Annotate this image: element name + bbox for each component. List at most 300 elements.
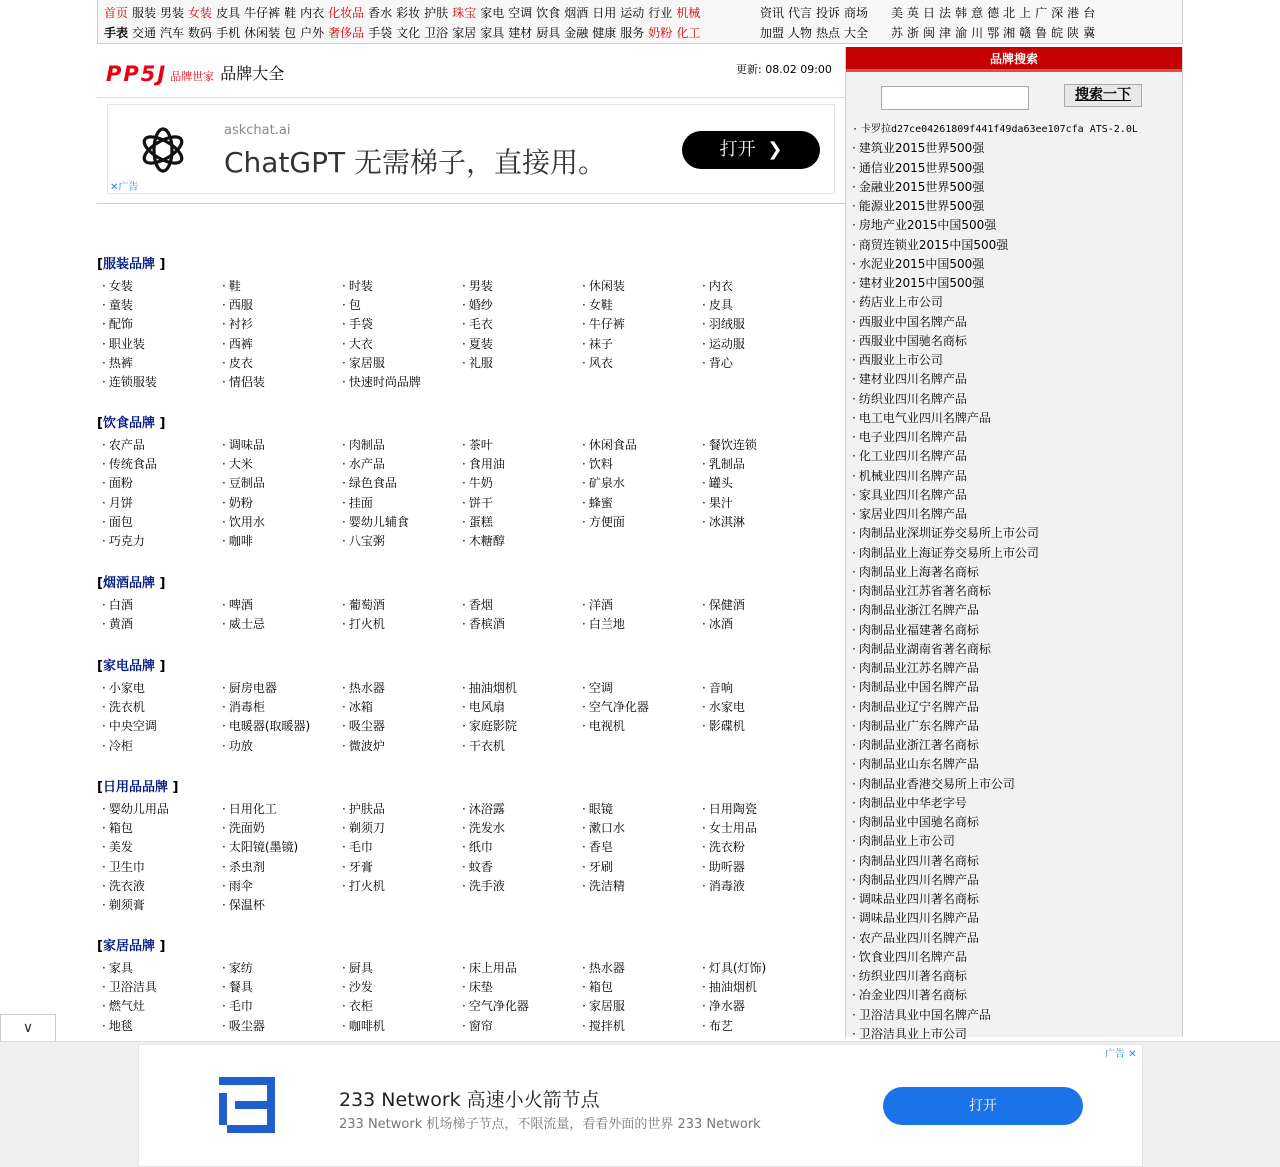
category-item-link[interactable]: · 冰箱	[340, 698, 460, 717]
nav-link[interactable]	[506, 26, 534, 40]
nav-link[interactable]	[842, 26, 870, 40]
category-item-link[interactable]: · 牙膏	[340, 858, 460, 877]
category-item-link[interactable]: · 面包	[100, 513, 220, 532]
nav-link[interactable]	[450, 26, 478, 40]
nav-link[interactable]	[326, 26, 366, 40]
nav-link[interactable]	[842, 6, 870, 20]
category-item-link[interactable]: · 布艺	[700, 1017, 820, 1036]
sidebar-link[interactable]: · 肉制品业上市公司	[852, 832, 1178, 851]
nav-link[interactable]	[758, 6, 786, 20]
nav-link[interactable]	[1001, 26, 1017, 40]
category-item-link[interactable]: · 肉制品	[340, 436, 460, 455]
top-ad-open-button[interactable]	[682, 131, 820, 169]
nav-link[interactable]	[646, 6, 674, 20]
category-item-link[interactable]: · 吸尘器	[340, 717, 460, 736]
nav-link[interactable]	[1001, 6, 1017, 20]
sidebar-link[interactable]: · 纺织业四川名牌产品	[852, 390, 1178, 409]
category-item-link[interactable]: · 微波炉	[340, 737, 460, 756]
category-item-link[interactable]: · 床垫	[460, 978, 580, 997]
category-item-link[interactable]: · 婴幼儿用品	[100, 800, 220, 819]
nav-link[interactable]	[158, 6, 186, 20]
sidebar-link[interactable]: · 卫浴洁具业上市公司	[852, 1025, 1178, 1044]
nav-link-label: 化工	[676, 26, 701, 40]
nav-link[interactable]	[786, 26, 814, 40]
category-item-link[interactable]: · 饮料	[580, 455, 700, 474]
category-item-link[interactable]: · 冰淇淋	[700, 513, 820, 532]
nav-link[interactable]	[130, 26, 158, 40]
category-item-link[interactable]: · 打火机	[340, 877, 460, 896]
nav-link[interactable]	[646, 26, 674, 40]
nav-link[interactable]	[618, 26, 646, 40]
nav-link[interactable]	[889, 6, 905, 20]
category-item-link[interactable]: · 乳制品	[700, 455, 820, 474]
category-title[interactable]: [饮食品牌 ]	[97, 416, 166, 431]
nav-link[interactable]	[758, 26, 786, 40]
nav-link[interactable]	[102, 6, 130, 20]
category-item-link[interactable]: · 电风扇	[460, 698, 580, 717]
nav-link[interactable]	[394, 6, 422, 20]
category-item-link[interactable]: · 洗洁精	[580, 877, 700, 896]
sidebar-link[interactable]: · 能源业2015世界500强	[852, 197, 1178, 216]
sidebar-link[interactable]: · 商贸连锁业2015中国500强	[852, 236, 1178, 255]
nav-link[interactable]	[562, 26, 590, 40]
category-item-link[interactable]: · 婚纱	[460, 296, 580, 315]
category-item-link[interactable]: · 夏装	[460, 335, 580, 354]
category-item-link[interactable]: · 剃须刀	[340, 819, 460, 838]
nav-link[interactable]	[1065, 26, 1081, 40]
category-item-link[interactable]: · 影碟机	[700, 717, 820, 736]
category-item-link[interactable]: · 方便面	[580, 513, 700, 532]
sidebar-link[interactable]: · 金融业2015世界500强	[852, 178, 1178, 197]
nav-link[interactable]	[214, 26, 242, 40]
sidebar-link[interactable]: · 通信业2015世界500强	[852, 159, 1178, 178]
category-item-link[interactable]: · 内衣	[700, 277, 820, 296]
sidebar-link[interactable]: · 调味品业四川著名商标	[852, 890, 1178, 909]
nav-link[interactable]	[450, 6, 478, 20]
category-item-link[interactable]: · 西服	[220, 296, 340, 315]
nav-link[interactable]	[366, 26, 394, 40]
nav-link[interactable]	[1081, 6, 1097, 20]
nav-link[interactable]	[534, 6, 562, 20]
nav-link[interactable]	[1033, 6, 1049, 20]
nav-link[interactable]	[298, 26, 326, 40]
category-item-link[interactable]: · 八宝粥	[340, 532, 460, 551]
category-item-link[interactable]: · 背心	[700, 354, 820, 373]
category-item-link[interactable]: · 衬衫	[220, 315, 340, 334]
sidebar-link[interactable]: · 肉制品业湖南省著名商标	[852, 640, 1178, 659]
sidebar-link[interactable]: · 家居业四川名牌产品	[852, 505, 1178, 524]
category-item-link[interactable]: · 保健酒	[700, 596, 820, 615]
category-item-link[interactable]: · 风衣	[580, 354, 700, 373]
category-item-link[interactable]: · 电视机	[580, 717, 700, 736]
category-item-link[interactable]: · 厨具	[340, 959, 460, 978]
nav-link[interactable]	[506, 6, 534, 20]
category-item-link[interactable]: · 连锁服装	[100, 373, 220, 392]
category-item-link[interactable]: · 手袋	[340, 315, 460, 334]
category-item-link[interactable]: · 童装	[100, 296, 220, 315]
category-item-link[interactable]: · 家居服	[580, 997, 700, 1016]
nav-link[interactable]	[298, 6, 326, 20]
nav-link[interactable]	[366, 6, 394, 20]
category-item-link[interactable]: · 白酒	[100, 596, 220, 615]
nav-link[interactable]	[1017, 6, 1033, 20]
category-item-link[interactable]: · 空气净化器	[460, 997, 580, 1016]
nav-link[interactable]	[969, 6, 985, 20]
nav-link[interactable]	[674, 26, 702, 40]
category-item-link[interactable]: · 日用化工	[220, 800, 340, 819]
category-item-link[interactable]: · 果汁	[700, 494, 820, 513]
category-item-link[interactable]: · 礼服	[460, 354, 580, 373]
category-item-link[interactable]: · 漱口水	[580, 819, 700, 838]
category-item-link[interactable]: · 袜子	[580, 335, 700, 354]
nav-link[interactable]	[1017, 26, 1033, 40]
category-item-link[interactable]: · 西裤	[220, 335, 340, 354]
category-item-link[interactable]: · 黄酒	[100, 615, 220, 634]
sidebar-link[interactable]: · 机械业四川名牌产品	[852, 467, 1178, 486]
nav-link[interactable]	[1033, 26, 1049, 40]
nav-link[interactable]	[590, 26, 618, 40]
category-item-link[interactable]: · 眼镜	[580, 800, 700, 819]
sidebar-link[interactable]: · 肉制品业四川名牌产品	[852, 871, 1178, 890]
category-title[interactable]: [家居品牌 ]	[97, 939, 166, 954]
category-item-link[interactable]: · 女装	[100, 277, 220, 296]
category-item-link[interactable]: · 干衣机	[460, 737, 580, 756]
category-item-link[interactable]: · 洗衣粉	[700, 838, 820, 857]
sidebar-link[interactable]: · 药店业上市公司	[852, 293, 1178, 312]
category-item-link[interactable]: · 婴幼儿辅食	[340, 513, 460, 532]
category-item-link[interactable]: · 配饰	[100, 315, 220, 334]
category-item-link[interactable]: · 床上用品	[460, 959, 580, 978]
category-item-link[interactable]: · 洗衣机	[100, 698, 220, 717]
category-item-link[interactable]: · 牛仔裤	[580, 315, 700, 334]
category-item-link[interactable]: · 时装	[340, 277, 460, 296]
category-item-link[interactable]: · 包	[340, 296, 460, 315]
nav-link[interactable]	[1065, 6, 1081, 20]
category-item-link[interactable]: · 冷柜	[100, 737, 220, 756]
nav-link[interactable]	[674, 6, 702, 20]
category-item-link[interactable]: · 啤酒	[220, 596, 340, 615]
nav-link[interactable]	[478, 26, 506, 40]
category-item-link[interactable]: · 牛奶	[460, 474, 580, 493]
nav-link[interactable]	[214, 6, 242, 20]
category-title[interactable]: [日用品品牌 ]	[97, 780, 179, 795]
category-item-link[interactable]: · 搅拌机	[580, 1017, 700, 1036]
category-title[interactable]: [烟酒品牌 ]	[97, 576, 166, 591]
category-item-link[interactable]: · 茶叶	[460, 436, 580, 455]
category-item-link[interactable]: · 男装	[460, 277, 580, 296]
sidebar-link[interactable]: · 肉制品业江苏省著名商标	[852, 582, 1178, 601]
category-item-link[interactable]: · 吸尘器	[220, 1017, 340, 1036]
category-item-link[interactable]: · 香烟	[460, 596, 580, 615]
category-item-link[interactable]: · 餐具	[220, 978, 340, 997]
category-item-link[interactable]: · 香皂	[580, 838, 700, 857]
category-item-link[interactable]: · 咖啡机	[340, 1017, 460, 1036]
sidebar-link[interactable]: · 建筑业2015世界500强	[852, 139, 1178, 158]
category-item-link[interactable]: · 皮具	[700, 296, 820, 315]
category-item-link[interactable]: · 音响	[700, 679, 820, 698]
category-item-link[interactable]: · 餐饮连锁	[700, 436, 820, 455]
nav-link[interactable]	[953, 6, 969, 20]
search-button[interactable]: 搜索一下	[1064, 84, 1142, 107]
category-item-link[interactable]: · 豆制品	[220, 474, 340, 493]
nav-link[interactable]	[937, 6, 953, 20]
category-item-link[interactable]: · 木糖醇	[460, 532, 580, 551]
category-item-link[interactable]: · 香槟酒	[460, 615, 580, 634]
category-item-link[interactable]: · 蛋糕	[460, 513, 580, 532]
sidebar-link[interactable]: · 肉制品业江苏名牌产品	[852, 659, 1178, 678]
nav-link[interactable]	[786, 6, 814, 20]
nav-link[interactable]	[158, 26, 186, 40]
sidebar-link[interactable]: · 卫浴洁具业中国名牌产品	[852, 1006, 1178, 1025]
sidebar-link[interactable]: · 饮食业四川名牌产品	[852, 948, 1178, 967]
nav-link[interactable]	[242, 6, 282, 20]
category-title[interactable]: [服装品牌 ]	[97, 257, 166, 272]
category-item-link[interactable]: · 休闲装	[580, 277, 700, 296]
category-item-link[interactable]: · 空调	[580, 679, 700, 698]
category-item-link[interactable]: · 毛巾	[340, 838, 460, 857]
nav-link[interactable]	[921, 6, 937, 20]
category-item-link[interactable]: · 饮用水	[220, 513, 340, 532]
nav-link[interactable]	[326, 6, 366, 20]
category-item-link[interactable]: · 家纺	[220, 959, 340, 978]
nav-link[interactable]	[1049, 26, 1065, 40]
category-item-link[interactable]: · 月饼	[100, 494, 220, 513]
category-item-link[interactable]: · 大米	[220, 455, 340, 474]
category-item-link[interactable]: · 皮衣	[220, 354, 340, 373]
category-item-link[interactable]: · 牙刷	[580, 858, 700, 877]
nav-link[interactable]	[478, 6, 506, 20]
sidebar-link[interactable]: · 肉制品业深圳证券交易所上市公司	[852, 524, 1178, 543]
bottom-ad-open-button[interactable]: 打开	[883, 1087, 1083, 1125]
nav-link[interactable]	[282, 26, 298, 40]
category-item-link[interactable]: · 调味品	[220, 436, 340, 455]
category-item-link[interactable]: · 灯具(灯饰)	[700, 959, 820, 978]
nav-link[interactable]	[130, 6, 158, 20]
category-item-link[interactable]: · 矿泉水	[580, 474, 700, 493]
category-item-link[interactable]: · 功放	[220, 737, 340, 756]
category-item-link[interactable]: · 农产品	[100, 436, 220, 455]
nav-link[interactable]	[186, 26, 214, 40]
sidebar-link[interactable]: · 肉制品业上海证券交易所上市公司	[852, 544, 1178, 563]
category-item-link[interactable]: · 箱包	[580, 978, 700, 997]
sidebar-link[interactable]: · 纺织业四川著名商标	[852, 967, 1178, 986]
nav-link[interactable]	[186, 6, 214, 20]
nav-link[interactable]	[1049, 6, 1065, 20]
sidebar-link[interactable]: · 西服业中国驰名商标	[852, 332, 1178, 351]
nav-link-label: 冀	[1083, 26, 1096, 40]
category-item-link[interactable]: · 运动服	[700, 335, 820, 354]
category-item-link[interactable]: · 日用陶瓷	[700, 800, 820, 819]
category-item-link[interactable]: · 洗手液	[460, 877, 580, 896]
collapse-ad-button[interactable]	[0, 1014, 56, 1042]
sidebar-link[interactable]: · 建材业2015中国500强	[852, 274, 1178, 293]
category-item-link[interactable]: · 消毒液	[700, 877, 820, 896]
nav-link[interactable]	[394, 26, 422, 40]
category-item-link[interactable]: · 大衣	[340, 335, 460, 354]
sidebar-link[interactable]: · 肉制品业中国名牌产品	[852, 678, 1178, 697]
sidebar-link[interactable]: · 肉制品业浙江著名商标	[852, 736, 1178, 755]
brand-search-input[interactable]	[881, 86, 1029, 110]
sidebar-link[interactable]: · 农产品业四川名牌产品	[852, 929, 1178, 948]
nav-link[interactable]	[814, 26, 842, 40]
category-item-link[interactable]: · 燃气灶	[100, 997, 220, 1016]
category-item-link[interactable]: · 空气净化器	[580, 698, 700, 717]
category-item-link[interactable]: · 助听器	[700, 858, 820, 877]
category-item-link[interactable]: · 鞋	[220, 277, 340, 296]
sidebar-link[interactable]: · 肉制品业香港交易所上市公司	[852, 775, 1178, 794]
category-item-link[interactable]: · 打火机	[340, 615, 460, 634]
sidebar-link[interactable]: · 西服业上市公司	[852, 351, 1178, 370]
sidebar-link[interactable]: · 肉制品业中国驰名商标	[852, 813, 1178, 832]
sidebar-link[interactable]: · 肉制品业福建著名商标	[852, 621, 1178, 640]
sidebar-link[interactable]: · 肉制品业浙江名牌产品	[852, 601, 1178, 620]
category-item-link[interactable]: · 沐浴露	[460, 800, 580, 819]
nav-link[interactable]	[937, 26, 953, 40]
category-item-link[interactable]: · 蚊香	[460, 858, 580, 877]
category-item-link[interactable]: · 卫生巾	[100, 858, 220, 877]
sidebar-link[interactable]: · 肉制品业上海著名商标	[852, 563, 1178, 582]
nav-link[interactable]	[889, 26, 905, 40]
header-divider	[97, 97, 845, 98]
category-item-link[interactable]: · 绿色食品	[340, 474, 460, 493]
sidebar-link[interactable]: · 电工电气业四川名牌产品	[852, 409, 1178, 428]
sidebar-link[interactable]: · 化工业四川名牌产品	[852, 447, 1178, 466]
category-item-link[interactable]: · 衣柜	[340, 997, 460, 1016]
category-item-link[interactable]: · 冰酒	[700, 615, 820, 634]
category-item-link[interactable]: · 食用油	[460, 455, 580, 474]
bottom-ad-mark[interactable]	[1105, 1045, 1137, 1060]
top-ad-banner[interactable]	[107, 104, 835, 194]
nav-link[interactable]	[1081, 26, 1097, 40]
sidebar-link[interactable]: · 水泥业2015中国500强	[852, 255, 1178, 274]
sidebar-link[interactable]: · 肉制品业辽宁名牌产品	[852, 698, 1178, 717]
nav-link[interactable]	[985, 6, 1001, 20]
category-item-link[interactable]: · 洗发水	[460, 819, 580, 838]
category-item-link[interactable]: · 家居服	[340, 354, 460, 373]
sidebar-link[interactable]: · 肉制品业中华老字号	[852, 794, 1178, 813]
category-item-link[interactable]: · 中央空调	[100, 717, 220, 736]
nav-link[interactable]	[969, 26, 985, 40]
category-item-link[interactable]: · 家庭影院	[460, 717, 580, 736]
sidebar-link[interactable]: · 冶金业四川著名商标	[852, 986, 1178, 1005]
nav-link[interactable]	[562, 6, 590, 20]
category-item-link[interactable]: · 纸巾	[460, 838, 580, 857]
category-item-link[interactable]: · 箱包	[100, 819, 220, 838]
category-item-link[interactable]: · 水家电	[700, 698, 820, 717]
category-item-link[interactable]: · 羽绒服	[700, 315, 820, 334]
category-item-link[interactable]: · 休闲食品	[580, 436, 700, 455]
category-item-link[interactable]: · 地毯	[100, 1017, 220, 1036]
category-item-link[interactable]: · 水产品	[340, 455, 460, 474]
sidebar-link[interactable]: · 调味品业四川名牌产品	[852, 909, 1178, 928]
category-item-link[interactable]: · 面粉	[100, 474, 220, 493]
category-item-link[interactable]: · 热裤	[100, 354, 220, 373]
top-ad-mark[interactable]	[110, 178, 138, 193]
sidebar-link[interactable]: · 卡罗拉d27ce04261809f441f49da63ee107cfa ATS-2.0L	[852, 120, 1178, 139]
category-item-link[interactable]: · 葡萄酒	[340, 596, 460, 615]
category-item-link[interactable]: · 洗面奶	[220, 819, 340, 838]
nav-link[interactable]	[905, 26, 921, 40]
nav-link[interactable]	[422, 6, 450, 20]
category-item-link[interactable]: · 太阳镜(墨镜)	[220, 838, 340, 857]
category-item-link[interactable]: · 蜂蜜	[580, 494, 700, 513]
nav-link[interactable]	[590, 6, 618, 20]
category-item-link[interactable]: · 传统食品	[100, 455, 220, 474]
category-item-link[interactable]: · 厨房电器	[220, 679, 340, 698]
category-item-link[interactable]: · 毛衣	[460, 315, 580, 334]
category-item-link[interactable]: · 美发	[100, 838, 220, 857]
category-item-link[interactable]: · 洗衣液	[100, 877, 220, 896]
sidebar-link[interactable]: · 肉制品业四川著名商标	[852, 852, 1178, 871]
category-item-link[interactable]: · 小家电	[100, 679, 220, 698]
bottom-ad-banner[interactable]	[138, 1044, 1143, 1167]
nav-link[interactable]	[534, 26, 562, 40]
category-item-link[interactable]: · 窗帘	[460, 1017, 580, 1036]
category-item-link[interactable]: · 消毒柜	[220, 698, 340, 717]
category-item-link[interactable]: · 热水器	[340, 679, 460, 698]
nav-link[interactable]	[921, 26, 937, 40]
sidebar-link[interactable]: · 西服业中国名牌产品	[852, 313, 1178, 332]
nav-link[interactable]	[953, 26, 969, 40]
nav-link[interactable]	[282, 6, 298, 20]
category-item-link[interactable]: · 电暖器(取暖器)	[220, 717, 340, 736]
category-item-link[interactable]: · 罐头	[700, 474, 820, 493]
nav-link[interactable]	[422, 26, 450, 40]
category-item-link[interactable]: · 杀虫剂	[220, 858, 340, 877]
category-item-link[interactable]: · 毛巾	[220, 997, 340, 1016]
category-item-link[interactable]: · 女士用品	[700, 819, 820, 838]
site-logo[interactable]	[106, 60, 284, 84]
category-item-link[interactable]: · 快速时尚品牌	[340, 373, 460, 392]
nav-link[interactable]	[618, 6, 646, 20]
category-item-link[interactable]: · 威士忌	[220, 615, 340, 634]
category-item-link[interactable]: · 抽油烟机	[460, 679, 580, 698]
category-item-link[interactable]: · 保温杯	[220, 896, 340, 915]
category-item-link[interactable]: · 热水器	[580, 959, 700, 978]
sidebar-link[interactable]: · 肉制品业山东名牌产品	[852, 755, 1178, 774]
nav-link[interactable]	[242, 26, 282, 40]
category-item-link[interactable]: · 情侣装	[220, 373, 340, 392]
category-item-link[interactable]: · 净水器	[700, 997, 820, 1016]
nav-link[interactable]	[102, 26, 130, 40]
category-item-link[interactable]: · 女鞋	[580, 296, 700, 315]
category-item-link[interactable]: · 抽油烟机	[700, 978, 820, 997]
category-item-link[interactable]: · 挂面	[340, 494, 460, 513]
category-item-link[interactable]: · 卫浴洁具	[100, 978, 220, 997]
sidebar-link[interactable]: · 房地产业2015中国500强	[852, 216, 1178, 235]
sidebar-link[interactable]: · 建材业四川名牌产品	[852, 370, 1178, 389]
category-item-link[interactable]: · 职业装	[100, 335, 220, 354]
category-item-link[interactable]: · 护肤品	[340, 800, 460, 819]
sidebar-link[interactable]: · 家具业四川名牌产品	[852, 486, 1178, 505]
category-item-link[interactable]: · 洋酒	[580, 596, 700, 615]
category-item-link[interactable]: · 雨伞	[220, 877, 340, 896]
category-item-link[interactable]: · 咖啡	[220, 532, 340, 551]
category-item-link[interactable]: · 奶粉	[220, 494, 340, 513]
category-item-link[interactable]: · 白兰地	[580, 615, 700, 634]
category-item-link[interactable]: · 沙发	[340, 978, 460, 997]
sidebar-link[interactable]: · 电子业四川名牌产品	[852, 428, 1178, 447]
category-item-link[interactable]: · 家具	[100, 959, 220, 978]
category-item-link[interactable]: · 剃须膏	[100, 896, 220, 915]
nav-link[interactable]	[814, 6, 842, 20]
sidebar-link[interactable]: · 肉制品业广东名牌产品	[852, 717, 1178, 736]
category-title[interactable]: [家电品牌 ]	[97, 659, 166, 674]
nav-link[interactable]	[985, 26, 1001, 40]
nav-link[interactable]	[905, 6, 921, 20]
category-item-link[interactable]: · 饼干	[460, 494, 580, 513]
category-item-link[interactable]: · 巧克力	[100, 532, 220, 551]
